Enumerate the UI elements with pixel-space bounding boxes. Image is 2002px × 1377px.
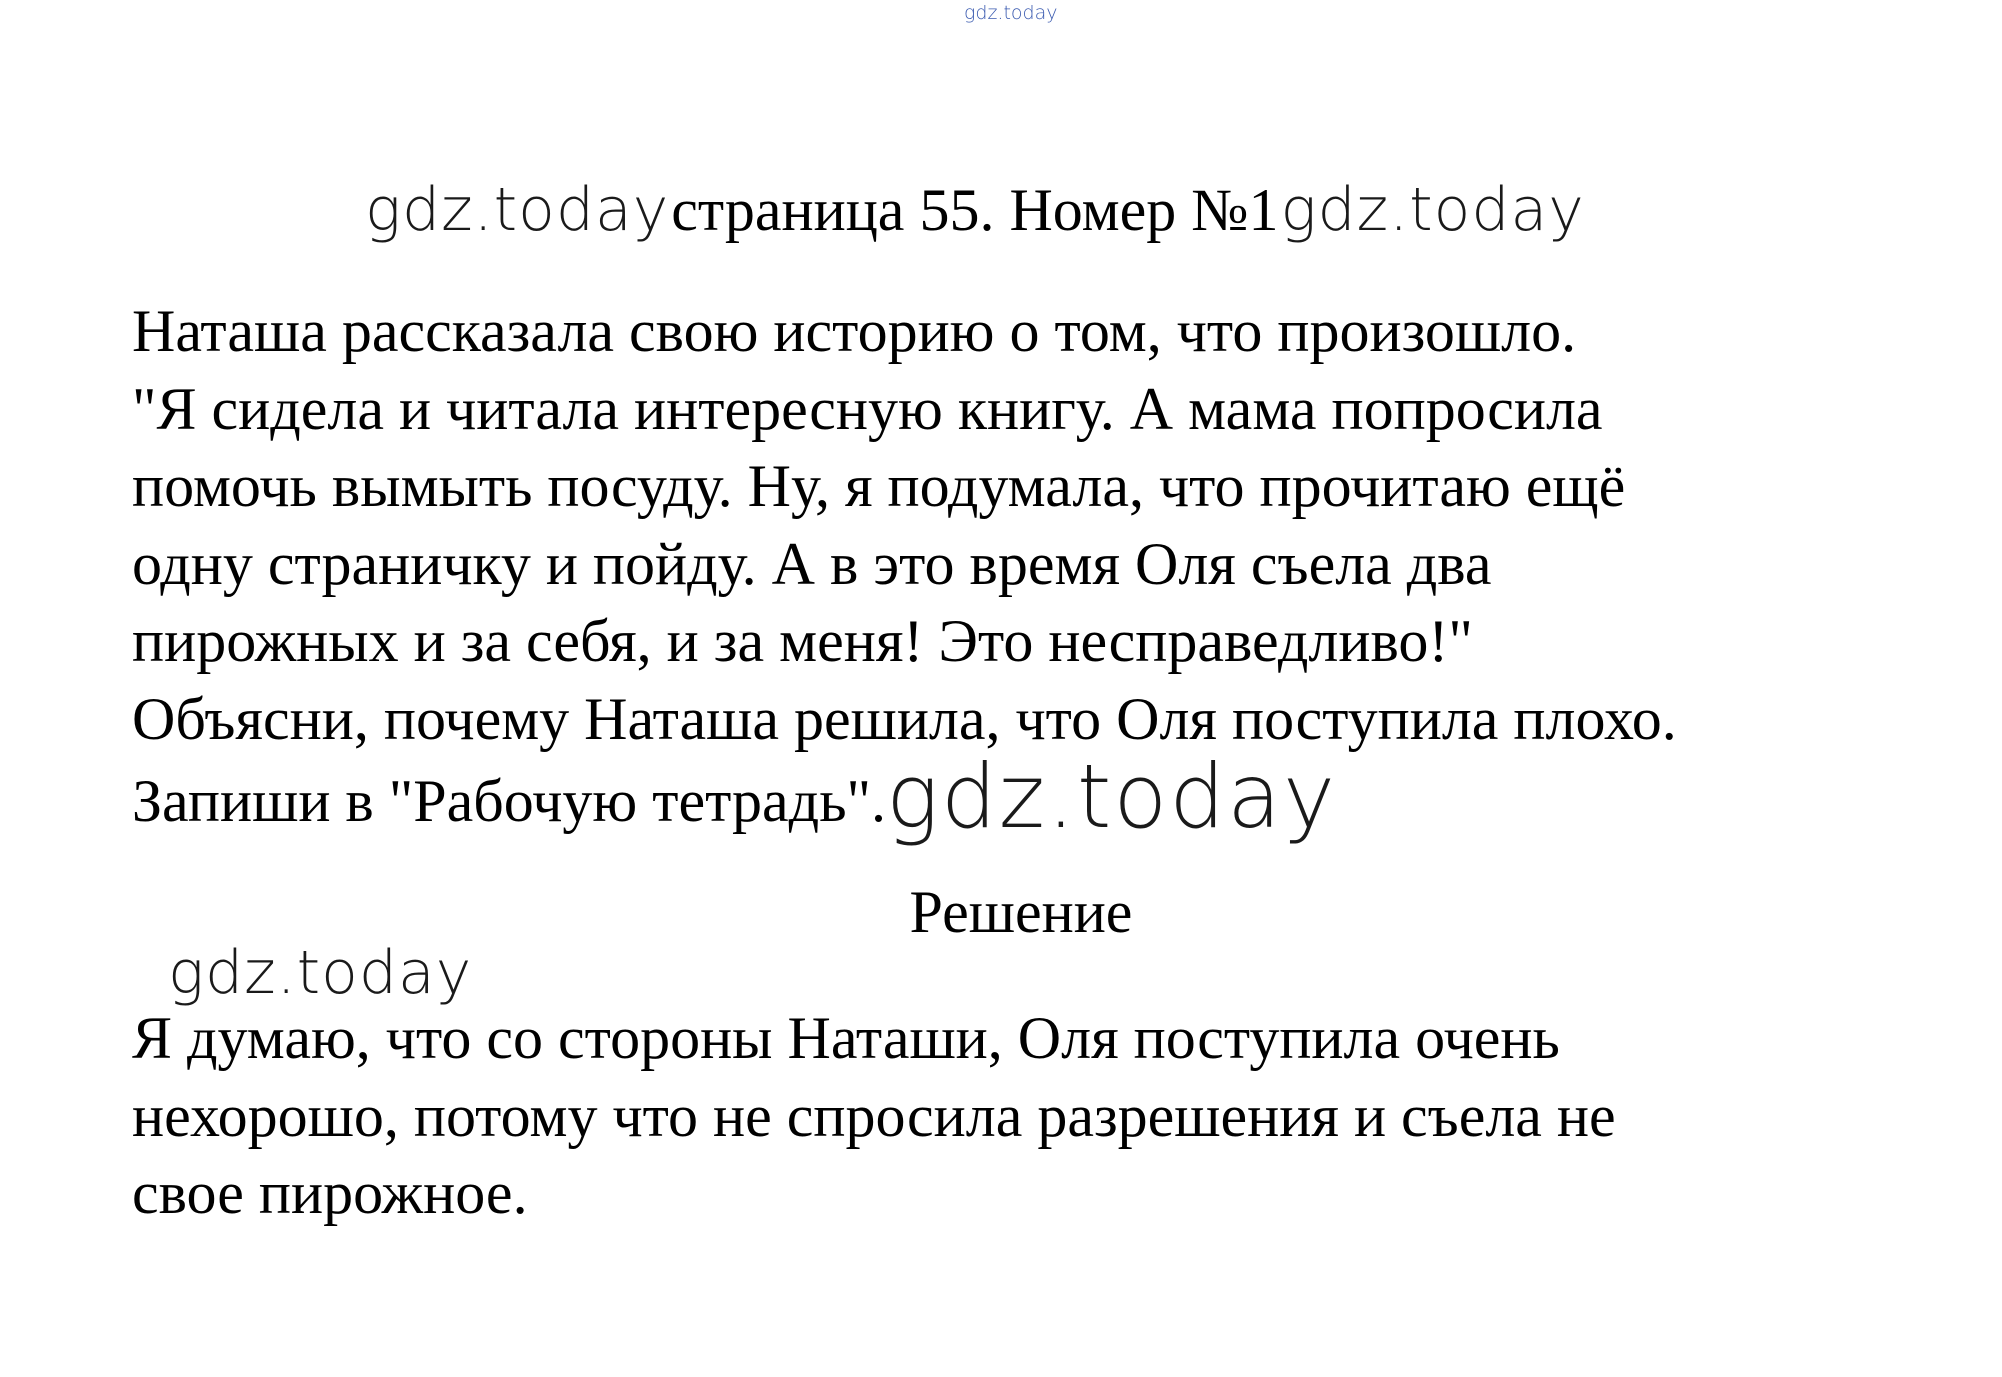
answer-line: свое пирожное. <box>132 1160 528 1226</box>
task-line: пирожных и за себя, и за меня! Это несправедливо!" <box>132 608 1473 674</box>
watermark-heading-right: gdz.today <box>1280 175 1585 245</box>
answer-line: Я думаю, что со стороны Наташи, Оля поступила очень <box>132 1005 1560 1071</box>
watermark-solution: gdz.today <box>168 938 473 1008</box>
answer-text <box>132 1000 1952 1233</box>
task-line: Объясни, почему Наташа решила, что Оля поступила плохо. <box>132 685 1677 752</box>
task-line: Запиши в "Рабочую тетрадь". <box>132 768 887 834</box>
watermark-task: gdz.today <box>886 745 1338 848</box>
task-line-last <box>132 745 1952 848</box>
answer-line: нехорошо, потому что не спросила разрешения и съела не <box>132 1082 1616 1149</box>
task-line: помочь вымыть посуду. Ну, я подумала, что прочитаю ещё <box>132 453 1626 519</box>
solution-title: Решение <box>909 879 1133 945</box>
page-title: страница 55. Номер №1 <box>671 177 1279 243</box>
task-line: Наташа рассказала свою историю о том, что произошло. <box>132 298 1577 364</box>
task-line: "Я сидела и читала интересную книгу. А мама попросила <box>132 375 1603 442</box>
task-line: одну страничку и пойду. А в это время Оля съела два <box>132 530 1492 597</box>
watermark-top: gdz.today <box>964 2 1058 24</box>
page-heading <box>365 175 1585 255</box>
task-text <box>132 293 1952 848</box>
watermark-heading-left: gdz.today <box>365 175 670 245</box>
